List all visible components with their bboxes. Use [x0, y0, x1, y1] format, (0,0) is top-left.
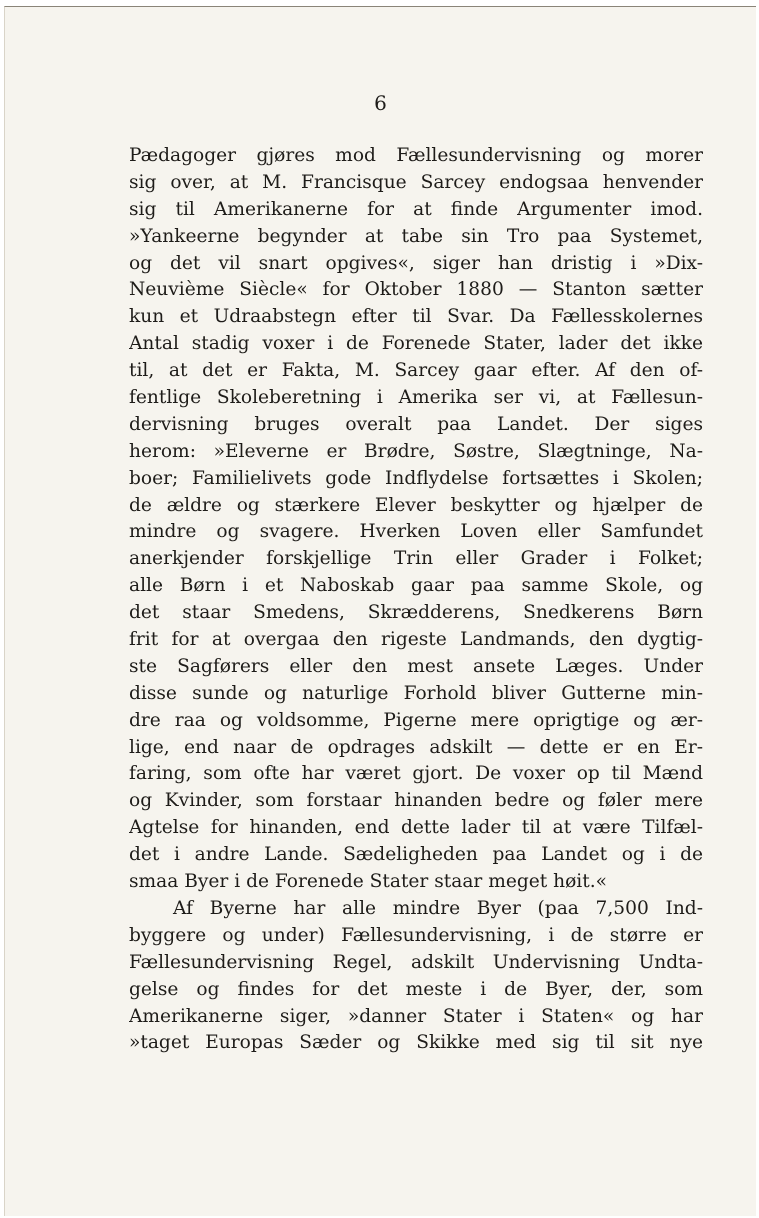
text-line: »Yankeerne begynder at tabe sin Tro paa Systemet, — [129, 225, 703, 247]
text-line: boer; Familielivets gode Indflydelse fortsættes i Skolen; — [129, 467, 703, 489]
text-line: alle Børn i et Naboskab gaar paa samme Skole, og — [129, 575, 703, 597]
text-line: lige, end naar de opdrages adskilt — dette er en Er- — [129, 736, 703, 758]
text-line: og det vil snart opgives«, siger han dristig i »Dix- — [129, 252, 703, 274]
text-line: Agtelse for hinanden, end dette lader til at være Tilfæl- — [129, 817, 703, 839]
text-line: kun et Udraabstegn efter til Svar. Da Fællesskolernes — [129, 306, 703, 328]
text-line: og Kvinder, som forstaar hinanden bedre og føler mere — [129, 790, 703, 812]
text-line: sig til Amerikanerne for at finde Argumenter imod. — [129, 198, 703, 220]
text-line: Fællesundervisning Regel, adskilt Undervisning Undta- — [129, 951, 703, 973]
text-line: til, at det er Fakta, M. Sarcey gaar efter. Af den of- — [129, 360, 703, 382]
text-line: frit for at overgaa den rigeste Landmands, den dygtig- — [129, 629, 703, 651]
text-line: Amerikanerne siger, »danner Stater i Staten« og har — [129, 1005, 703, 1027]
text-line: byggere og under) Fællesundervisning, i de større er — [129, 924, 703, 946]
text-line: Pædagoger gjøres mod Fællesundervisning og morer — [129, 145, 703, 166]
text-line: gelse og findes for det meste i de Byer, der, som — [129, 978, 703, 1000]
text-line: faring, som ofte har været gjort. De voxer op til Mænd — [129, 763, 703, 785]
text-line: smaa Byer i de Forenede Stater staar meget høit.« — [129, 871, 608, 893]
text-line: mindre og svagere. Hverken Loven eller Samfundet — [129, 521, 703, 543]
text-line: Af Byerne har alle mindre Byer (paa 7,500 Ind- — [173, 897, 703, 919]
text-line: anerkjender forskjellige Trin eller Grader i Folket; — [129, 548, 703, 570]
text-line: dre raa og voldsomme, Pigerne mere oprigtige og ær- — [129, 709, 703, 731]
text-line: disse sunde og naturlige Forhold bliver Gutterne min- — [129, 682, 703, 704]
text-line: det i andre Lande. Sædeligheden paa Landet og i de — [129, 844, 703, 866]
page-number: 6 — [374, 91, 387, 115]
text-line: herom: »Eleverne er Brødre, Søstre, Slægtninge, Na- — [129, 440, 703, 462]
book-page — [4, 6, 756, 1216]
text-line: fentlige Skoleberetning i Amerika ser vi, at Fællesun- — [129, 387, 703, 409]
text-line: »taget Europas Sæder og Skikke med sig til sit nye — [129, 1032, 703, 1054]
text-line: ste Sagførers eller den mest ansete Læges. Under — [129, 655, 703, 677]
text-line: det staar Smedens, Skrædderens, Snedkerens Børn — [129, 602, 703, 624]
text-line: Neuvième Siècle« for Oktober 1880 — Stanton sætter — [129, 279, 703, 301]
text-line: de ældre og stærkere Elever beskytter og hjælper de — [129, 494, 703, 516]
body-text — [129, 143, 703, 1057]
text-line: sig over, at M. Francisque Sarcey endogsaa henvender — [129, 171, 703, 193]
text-line: Antal stadig voxer i de Forenede Stater, lader det ikke — [129, 333, 703, 355]
text-line: dervisning bruges overalt paa Landet. Der siges — [129, 413, 703, 435]
